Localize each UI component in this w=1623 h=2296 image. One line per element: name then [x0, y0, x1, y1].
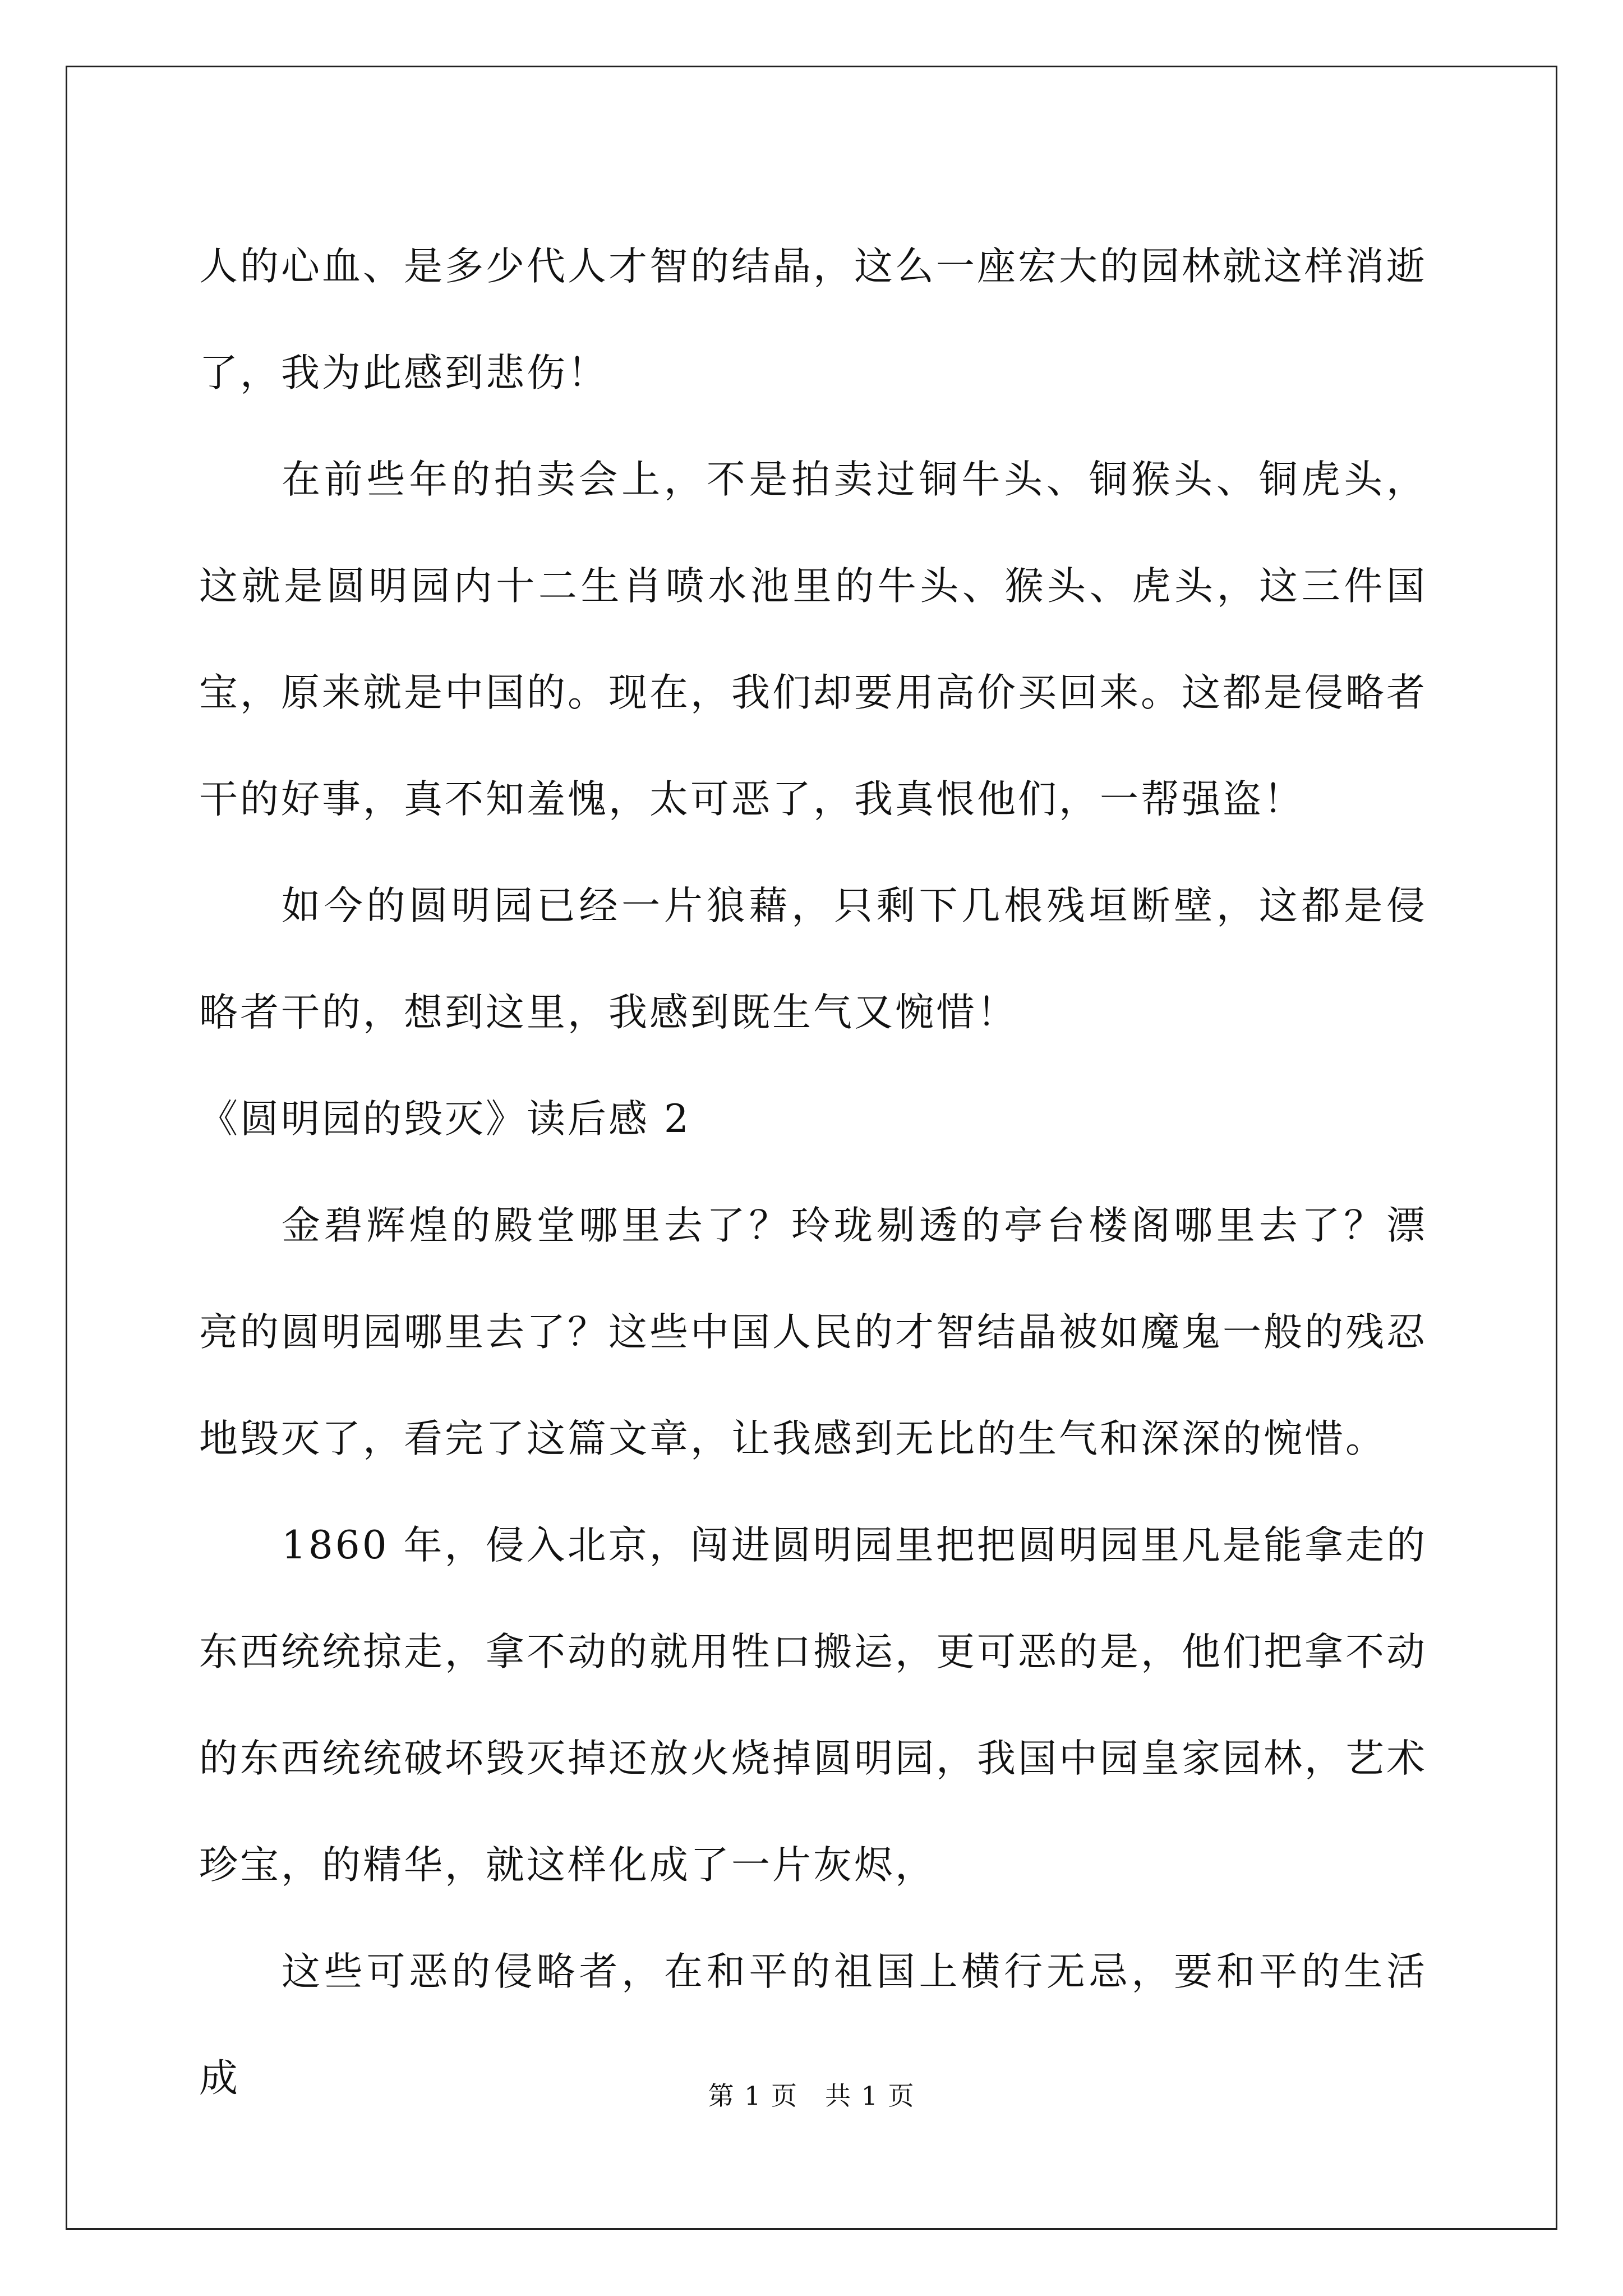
paragraph-6: 这些可恶的侵略者，在和平的祖国上横行无忌，要和平的生活成 [199, 1949, 1427, 2101]
document-body [199, 213, 1427, 2132]
paragraph-1: 人的心血、是多少代人才智的结晶，这么一座宏大的园林就这样消逝了，我为此感到悲伤！ [199, 244, 1427, 395]
paragraph-4: 金碧辉煌的殿堂哪里去了？玲珑剔透的亭台楼阁哪里去了？漂亮的圆明园哪里去了？这些中国人民的才智结晶被如魔鬼一般的残忍地毁灭了，看完了这篇文章，让我感到无比的生气和深深的惋惜。 [199, 1203, 1427, 1461]
paragraph-3: 如今的圆明园已经一片狼藉，只剩下几根残垣断壁，这都是侵略者干的，想到这里，我感到既生气又惋惜！ [199, 884, 1427, 1035]
section-heading: 《圆明园的毁灭》读后感 2 [199, 1097, 691, 1142]
page-footer: 第 1 页 共 1 页 [708, 2081, 915, 2111]
paragraph-2: 在前些年的拍卖会上，不是拍卖过铜牛头、铜猴头、铜虎头，这就是圆明园内十二生肖喷水池里的牛头、猴头、虎头，这三件国宝，原来就是中国的。现在，我们却要用高价买回来。这都是侵略者干的好事，真不知羞愧，太可恶了，我真恨他们，一帮强盗！ [199, 457, 1427, 822]
paragraph-5: 1860 年，侵入北京，闯进圆明园里把把圆明园里凡是能拿走的东西统统掠走，拿不动的就用牲口搬运，更可恶的是，他们把拿不动的东西统统破坏毁灭掉还放火烧掉圆明园，我国中园皇家园林，艺术珍宝，的精华，就这样化成了一片灰烬， [199, 1523, 1427, 1888]
